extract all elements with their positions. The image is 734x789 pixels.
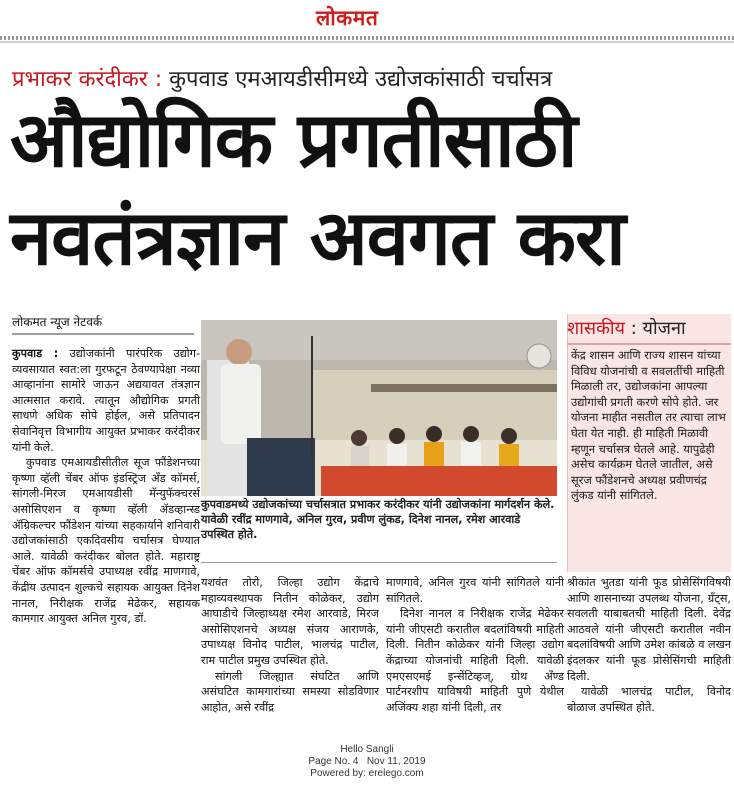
event-photo xyxy=(201,320,557,496)
page-footer xyxy=(0,744,734,780)
masthead-divider xyxy=(0,36,734,40)
article-paragraph: श्रीकांत भुतडा यांनी फूड प्रोसेसिंगविषयी आणि शासनाच्या उपलब्ध योजना, ग्रँट्स, सवलती याबाबतची माहिती दिली. देवेंद्र आठवले यांनी जीएसटी करातील नवीन बदलांविषयी आणि उमेश कांबळे व लखन इंदलकर यांनी फूड प्रोसेसिंगची माहिती दिली. xyxy=(567,576,731,683)
footer-powered: Powered by: erelego.com xyxy=(310,768,424,779)
article-column-2 xyxy=(201,575,379,715)
sidebar-title-sub: योजना xyxy=(642,318,686,339)
dateline: कुपवाड : xyxy=(12,347,59,360)
kicker-separator: : xyxy=(147,67,170,92)
sidebar-text: केंद्र शासन आणि राज्य शासन यांच्या विविध योजनांची व सवलतींची माहिती मिळाली तर, उद्योजकांना आपल्या उद्योगांची प्रगती करणे सोपे होते. जर योजना माहीत नसतील तर त्याचा लाभ घेता येत नाही. ही माहिती मिळावी म्हणून चर्चासत्र घेतले आहे. यापुढेही असेच कार्यक्रम घेतले जातील, असे सूरज फौंडेशनचे अध्यक्ष प्रवीणचंद्र लुंकड यांनी सांगितले. xyxy=(571,348,726,503)
sidebar-title-main: शासकीय xyxy=(567,318,625,339)
article-paragraph: दिनेश नानल व निरीक्षक राजेंद्र मेढेकर यांनी जीएसटी करातील बदलांविषयी माहिती दिली. नितीन कोळेकर यांनी जिल्हा उद्योग केंद्राच्या योजनांची माहिती दिली. यावेळी एमएसएमई इन्सेंटिव्हज्, ग्रोथ अँण्ड पार्टनरशीप याविषयी माहिती पुणे येथील अजिंक्य शहा यांनी दिली, तर xyxy=(386,607,564,714)
masthead-divider-thin xyxy=(0,41,734,43)
headline-line-2: नवतंत्रज्ञान अवगत करा xyxy=(10,193,625,282)
event-photo-image xyxy=(201,320,557,496)
article-paragraph xyxy=(12,346,200,455)
byline: लोकमत न्यूज नेटवर्क xyxy=(12,315,103,329)
article-lead: उद्योजकांनी पारंपरिक उद्योग-व्यवसायात स्वत:ला गुरफटून ठेवण्यापेक्षा नव्या आव्हानांना सामोरे जाऊन अद्ययावत तंत्रज्ञान आत्मसात करावे. त्यातून औद्योगिक प्रगती साधणे अधिक सोपे होईल, असे प्रतिपादन सेवानिवृत्त विभागीय आयुक्त प्रभाकर करंदीकर यांनी केले. xyxy=(12,347,201,454)
sidebar-title xyxy=(567,316,686,340)
sidebar-title-separator: : xyxy=(625,318,643,339)
footer-date: Nov 11, 2019 xyxy=(366,756,426,767)
footer-edition: Hello Sangli xyxy=(340,744,394,755)
byline-rule xyxy=(12,333,194,335)
article-paragraph: यशवंत तोरो, जिल्हा उद्योग केंद्राचे महाव्यवस्थापक नितीन कोळेकर, उद्योग आघाडीचे जिल्हाध्यक्ष रमेश आरवाडे, मिरज असोसिएशनचे अध्यक्ष संजय आराणके, उपाध्यक्ष विनोद पाटील, भालचंद्र पाटील, राम पाटील प्रमुख उपस्थित होते. xyxy=(201,576,379,667)
footer-page-line xyxy=(0,756,734,768)
article-column-4 xyxy=(567,575,731,715)
article-kicker xyxy=(12,63,552,93)
article-paragraph: यावेळी भालचंद्र पाटील, विनोद बोळाज उपस्थित होते. xyxy=(567,685,731,714)
article-paragraph: माणगावे, अनिल गुरव यांनी सांगितले यांनी सांगितले. xyxy=(386,576,564,605)
article-paragraph: कुपवाड एमआयडीसीतील सूज फौंडेशनच्या कृष्णा व्हॅली चेंबर ऑफ इंडस्ट्रिज अँड कॉमर्स, सांगली-मिरज एमआयडीसी मॅन्युफॅक्चरर्स असोसिएशन व कृष्णा व्हॅली ॲडव्हान्स्ड ॲग्रिकल्चर फौंडेशन यांच्या सहकार्याने शनिवारी उद्योजकांसाठी एकदिवसीय चर्चासत्र घेण्यात आले. यावेळी करंदीकर बोलत होते. महाराष्ट्र चेंबर ऑफ कॉमर्सचे उपाध्यक्ष रवींद्र माणगावे, केंद्रीय उत्पादन शुल्कचे सहायक आयुक्त दिनेश नानल, निरीक्षक राजेंद्र मेढेकर, सहायक कामगार आयुक्त अनिल गुरव, डॉ. xyxy=(12,456,200,626)
kicker-name: प्रभाकर करंदीकर xyxy=(12,67,148,92)
masthead xyxy=(0,0,734,38)
footer-page: Page No. 4 xyxy=(308,756,359,767)
newspaper-logo: लोकमत xyxy=(316,5,379,30)
article-column-3 xyxy=(386,575,564,715)
sidebar-rule xyxy=(567,343,731,345)
kicker-text: कुपवाड एमआयडीसीमध्ये उद्योजकांसाठी चर्चासत्र xyxy=(169,67,553,92)
article-column-1 xyxy=(12,346,200,627)
caption-rule xyxy=(201,562,557,563)
headline-line-1: औद्योगिक प्रगतीसाठी xyxy=(10,95,577,184)
article-paragraph: सांगली जिल्ह्यात संघटित आणि असंघटित कामगारांच्या समस्या सोडविणार आहोत, असे रवींद्र xyxy=(201,669,379,714)
photo-caption: कुपवाडमध्ये उद्योजकांच्या चर्चासत्रात प्रभाकर करंदीकर यांनी उद्योजकांना मार्गदर्शन केले. यावेळी रवींद्र माणगावे, अनिल गुरव, प्रवीण लुंकड, दिनेश नानल, रमेश आरवाडे उपस्थित होते. xyxy=(201,498,555,541)
